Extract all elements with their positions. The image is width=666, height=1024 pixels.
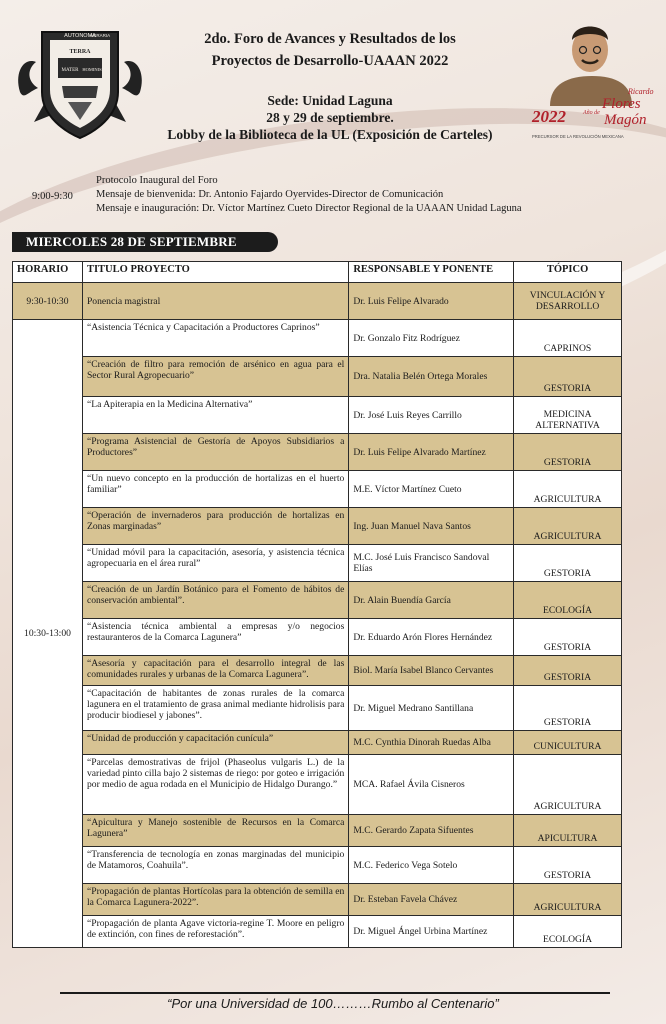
event-title — [160, 28, 500, 72]
cell-responsable: Dr. Gonzalo Fitz Rodríguez — [349, 320, 514, 357]
table-row — [13, 686, 622, 731]
cell-responsable: Dra. Natalia Belén Ortega Morales — [349, 357, 514, 397]
table-row — [13, 582, 622, 619]
protocol-welcome: Mensaje de bienvenida: Dr. Antonio Fajardo Oyervides-Director de Comunicación — [96, 189, 444, 200]
cell-proyecto: “Asistencia técnica ambiental a empresas y/o negocios restauranteros de la Comarca Lagunera” — [82, 619, 348, 656]
table-row-magistral — [13, 283, 622, 320]
logo-name-flores: Flores — [602, 96, 641, 112]
event-venue — [160, 92, 500, 143]
cell-proyecto: “Creación de un Jardín Botánico para el Fomento de hábitos de conservación ambiental”. — [82, 582, 348, 619]
venue-dates: 28 y 29 de septiembre. — [266, 110, 394, 125]
cell-proyecto: “Apicultura y Manejo sostenible de Recursos en la Comarca Lagunera” — [82, 815, 348, 847]
logo-anio-de: Año de — [583, 110, 600, 116]
cell-responsable: Dr. Miguel Ángel Urbina Martínez — [349, 916, 514, 948]
venue-line1: Sede: Unidad Laguna — [267, 93, 393, 108]
cell-proyecto: “Asesoría y capacitación para el desarrollo integral de las comunidades rurales y urbanas de la Comarca Lagunera”. — [82, 656, 348, 686]
protocol-title: Protocolo Inaugural del Foro — [96, 175, 218, 186]
cell-responsable: Dr. Eduardo Arón Flores Hernández — [349, 619, 514, 656]
table-header-row — [13, 262, 622, 283]
flores-magon-2022-logo — [528, 14, 654, 142]
cell-proyecto: “Transferencia de tecnología en zonas marginadas del municipio de Matamoros, Coahuila”. — [82, 847, 348, 884]
table-row — [13, 916, 622, 948]
cell-proyecto: “Unidad móvil para la capacitación, asesoría, y asistencia técnica agropecuaria en el área rural” — [82, 545, 348, 582]
table-row — [13, 884, 622, 916]
cell-responsable: M.C. Gerardo Zapata Sifuentes — [349, 815, 514, 847]
table-row — [13, 471, 622, 508]
venue-location: Lobby de la Biblioteca de la UL (Exposición de Carteles) — [167, 127, 493, 142]
cell-proyecto: “Unidad de producción y capacitación cunícula” — [82, 731, 348, 755]
cell-responsable: Dr. José Luis Reyes Carrillo — [349, 397, 514, 434]
cell-horario-block: 10:30-13:00 — [13, 320, 83, 948]
cell-responsable: Dr. Alain Buendía García — [349, 582, 514, 619]
cell-responsable: Ing. Juan Manuel Nava Santos — [349, 508, 514, 545]
header-titulo-proyecto: TITULO PROYECTO — [82, 262, 348, 283]
cell-topico: GESTORIA — [514, 847, 622, 884]
table-row — [13, 434, 622, 471]
table-row — [13, 656, 622, 686]
cell-proyecto: “Programa Asistencial de Gestoría de Apoyos Subsidiarios a Productores” — [82, 434, 348, 471]
cell-proyecto: Ponencia magistral — [82, 283, 348, 320]
cell-topico: CUNICULTURA — [514, 731, 622, 755]
cell-topico: APICULTURA — [514, 815, 622, 847]
table-row — [13, 619, 622, 656]
cell-topico: GESTORIA — [514, 686, 622, 731]
cell-horario: 9:30-10:30 — [13, 283, 83, 320]
protocol-time: 9:00-9:30 — [32, 191, 73, 202]
cell-topico: GESTORIA — [514, 619, 622, 656]
cell-proyecto: “Propagación de planta Agave victoria-regine T. Moore en peligro de extinción, con fines de reforestación”. — [82, 916, 348, 948]
cell-proyecto: “Un nuevo concepto en la producción de hortalizas en el huerto familiar” — [82, 471, 348, 508]
schedule-table — [12, 261, 622, 948]
table-row — [13, 731, 622, 755]
protocol-inauguration: Mensaje e inauguración: Dr. Víctor Martínez Cueto Director Regional de la UAAAN Unidad Laguna — [96, 203, 522, 214]
seal-text-mater: MATER — [61, 68, 79, 73]
cell-proyecto: “Operación de invernaderos para producción de hortalizas en Zonas marginadas” — [82, 508, 348, 545]
header-topico: TÓPICO — [514, 262, 622, 283]
seal-text-top-right: AGRARIA — [89, 33, 111, 38]
cell-topico: AGRICULTURA — [514, 471, 622, 508]
table-row — [13, 755, 622, 815]
cell-responsable: M.C. Federico Vega Sotelo — [349, 847, 514, 884]
cell-proyecto: “Creación de filtro para remoción de arsénico en agua para el Sector Rural Agropecuario” — [82, 357, 348, 397]
table-row — [13, 847, 622, 884]
cell-responsable: Dr. Miguel Medrano Santillana — [349, 686, 514, 731]
footer-divider — [60, 992, 610, 994]
cell-topico: ECOLOGÍA — [514, 916, 622, 948]
cell-responsable: M.C. José Luis Francisco Sandoval Elías — [349, 545, 514, 582]
cell-topico: GESTORIA — [514, 656, 622, 686]
event-title-line1: 2do. Foro de Avances y Resultados de los — [204, 31, 456, 47]
seal-text-terra: TERRA — [69, 49, 91, 55]
cell-responsable: Dr. Luis Felipe Alvarado — [349, 283, 514, 320]
cell-topico: CAPRINOS — [514, 320, 622, 357]
cell-responsable: Dr. Luis Felipe Alvarado Martínez — [349, 434, 514, 471]
logo-name-ricardo: Ricardo — [628, 87, 654, 96]
cell-topico: ECOLOGÍA — [514, 582, 622, 619]
cell-topico: AGRICULTURA — [514, 755, 622, 815]
cell-proyecto: “Asistencia Técnica y Capacitación a Productores Caprinos” — [82, 320, 348, 357]
header-responsable: RESPONSABLE Y PONENTE — [349, 262, 514, 283]
logo-year: 2022 — [532, 107, 566, 126]
university-seal-logo — [14, 22, 146, 140]
cell-responsable: M.E. Víctor Martínez Cueto — [349, 471, 514, 508]
cell-proyecto: “Parcelas demostrativas de frijol (Phaseolus vulgaris L.) de la variedad pinto cilla bajo 2 sistemas de riego: por goteo e irrigación por medio de agua rodada en el Municipio de Hidalgo Durango.” — [82, 755, 348, 815]
event-title-line2: Proyectos de Desarrollo-UAAAN 2022 — [211, 53, 449, 69]
cell-topico: MEDICINA ALTERNATIVA — [514, 397, 622, 434]
cell-topico: GESTORIA — [514, 357, 622, 397]
table-row — [13, 508, 622, 545]
cell-topico: AGRICULTURA — [514, 884, 622, 916]
logo-name-magon: Magón — [604, 112, 647, 128]
cell-topico: GESTORIA — [514, 545, 622, 582]
cell-proyecto: “Capacitación de habitantes de zonas rurales de la comarca lagunera en el tratamiento de grasa animal mediante hidrolisis para producir biodiesel y jabones”. — [82, 686, 348, 731]
cell-proyecto: “Propagación de plantas Hortícolas para la obtención de semilla en la Comarca Lagunera-2022”. — [82, 884, 348, 916]
cell-responsable: M.C. Cynthia Dinorah Ruedas Alba — [349, 731, 514, 755]
table-row — [13, 815, 622, 847]
table-row — [13, 397, 622, 434]
cell-topico: GESTORIA — [514, 434, 622, 471]
cell-topico: VINCULACIÓN Y DESARROLLO — [514, 283, 622, 320]
logo-caption: PRECURSOR DE LA REVOLUCIÓN MEXICANA — [532, 134, 624, 139]
cell-topico: AGRICULTURA — [514, 508, 622, 545]
cell-responsable: MCA. Rafael Ávila Cisneros — [349, 755, 514, 815]
table-row — [13, 320, 622, 357]
footer-slogan: “Por una Universidad de 100………Rumbo al Centenario” — [167, 996, 499, 1011]
cell-responsable: Biol. María Isabel Blanco Cervantes — [349, 656, 514, 686]
day-banner: MIERCOLES 28 DE SEPTIEMBRE — [12, 232, 278, 252]
table-row — [13, 357, 622, 397]
header-horario: HORARIO — [13, 262, 83, 283]
cell-responsable: Dr. Esteban Favela Chávez — [349, 884, 514, 916]
seal-text-top: AUTONOMA — [64, 33, 96, 39]
seal-text-hominis: HOMINIS — [82, 67, 102, 72]
cell-proyecto: “La Apiterapia en la Medicina Alternativa” — [82, 397, 348, 434]
table-row — [13, 545, 622, 582]
